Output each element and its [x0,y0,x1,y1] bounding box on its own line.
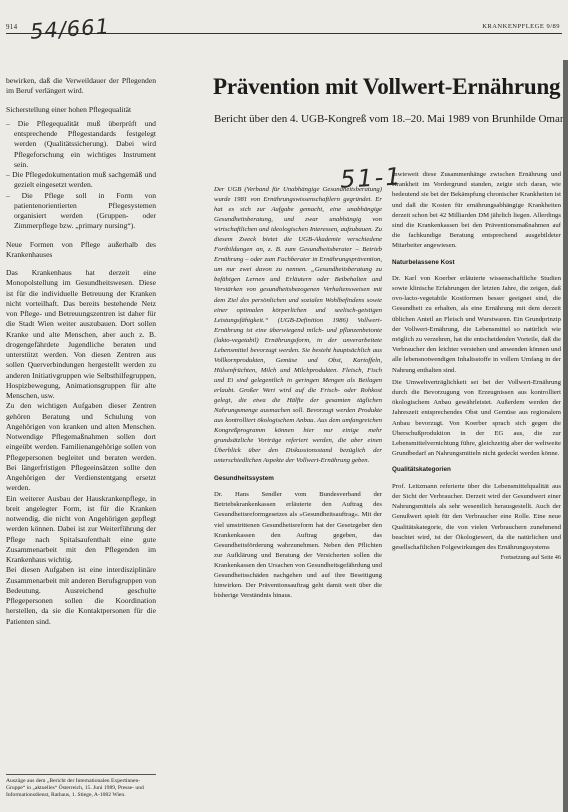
paragraph: Bei diesen Aufgaben ist eine interdisziplinäre Zusammenarbeit mit anderen Berufsgruppen von Bedeutung. Ausreichend geschulte Pflegepersonen sollen die Koordination herstellen, da sie die Kontaktpersonen für die Patienten sind. [6,565,156,626]
list-item: – Die Pflege soll in Form von patientenorientierten Pflegesystemen organisiert werden (Gruppen- oder Zimmerpflege bzw. „primary nursing“). [6,191,156,232]
article-title: Prävention mit Vollwert-Ernährung [213,74,561,99]
continued-note: Fortsetzung auf Seite 46 [500,554,561,562]
paragraph: Dr. Hans Sendler vom Bundesverband der Betriebskrankenkassen erläuterte den Auftrag des Gesundheitsreformgesetzes als »Gesundheitsauftrag«. Mit der viel umstrittenen Gesundheitsreform hat der Gesetzgeber den Krankenkassen den Auftrag gegeben, das Gesundheitsförderung wahrzunehmen. Neben den Pflichten zur Aufklärung und Beratung der Versicherten sollen die Krankenkassen den Ursachen von Gesundheitsgefährdung und Gesundheitsschäden nachgehen und auf ihre Beseitigung hinwirken. Der Präventionsauftrag geht damit weit über die bisherige Verständnis hinaus. [214,491,382,599]
paragraph: Ein weiterer Ausbau der Hauskrankenpflege, in breit angelegter Form, ist für die Kranken notwendig, die nicht von Angehörigen gepflegt werden können. Dabei ist zur Weiterführung der Pflege nach Spitalsaufenthalt eine gute Zusammenarbeit mit den Pflegenden im Krankenhaus wichtig. [6,493,156,564]
intro-text: Der UGB (Verband für Unabhängige Gesundheitsberatung) wurde 1981 von Ernährungswissenschaftlern gegründet. Er hat es sich zur Aufgabe gemacht, eine unabhängige Gesundheitsberatung, und zwar unabhängig von wirtschaftlichen und ideologischen Interessen, aufzubauen. Zu diesem Zweck bietet die UGB-Akademie verschiedene Fortbildungen an, z. B. zum Gesundheitsberater – Betrieb Ernährung – oder zum Fachberater in Ernährungsprävention, um nur zwei davon zu nennen. „Gesundheitsberatung zu befähigen Lernen und Erläutern oder Beibehalten und Verstärken von gesundheitsbezogenen Verhaltensweisen mit dem Ziel des persönlichen und sozialen Wohlbefindens sowie einer optimalen körperlichen und seelisch-geistigen Leistungsfähigkeit.“ (UGB-Definition 1986) Vollwert-Ernährung ist eine überwiegend milch- und pflanzenbetonte (lakto-vegetabil) Ernährungsform, in der unverarbeitete Lebensmittel bevorzugt werden. Sie besteht hauptsächlich aus Vollkornprodukten, Gemüse und Obst, Kartoffeln, Hülsenfrüchten, Milch und Milchprodukten. Fleisch, Fisch und Ei sind gelegentlich in geringen Mengen als Beilagen erlaubt. Großer Wert wird auf die Frisch- oder Rohkost gelegt, die etwa die Hälfte der gesamten täglichen Nahrungsmenge ausmachen soll. Bevorzugt werden Produkte aus kontrolliert ökologischem Anbau. Aus dem umfangreichen Kongreßprogramm können hier nur einige mehr grundsätzliche Vorträge referiert werden, die aber einen Überblick über den Diskussionsstand bezüglich der unterschiedlichen Aspekte der Vollwert-Ernährung geben. [214,186,382,465]
handwritten-archive-number: 54/661 [29,14,111,44]
paragraph: bewirken, daß die Verweildauer der Pflegenden im Beruf verlängert wird. [6,76,156,96]
article-subtitle: Bericht über den 4. UGB-Kongreß vom 18.–20. Mai 1989 von Brunhilde Omar [214,113,564,125]
page-number: 914 [6,23,18,31]
paragraph: Das Krankenhaus hat derzeit eine Monopolstellung im Gesundheitswesen. Diese ist für die individuelle Betreuung der Kranken nicht vorteilhaft. Das bereits bestehende Netz von Pflege- und Betreuungszentren ist daher für die Stadt Wien weiter auszubauen. Dort sollen Kranke und alte Menschen, aber auch z. B. drogengefährdete Jugendliche beraten und unterstützt werden. Von diesen Zentren aus sollen Querverbindungen hergestellt werden zu anderen Initiativgruppen wie Selbsthilfegruppen, Hospizbewegung, Animationsgruppen für alte Menschen, usw. [6,268,156,400]
section-heading: Qualitätskategorien [392,466,451,474]
subheading: Sicherstellung einer hohen Pflegequalität [6,104,132,114]
right-column [392,170,561,563]
section-heading: Naturbelassene Kost [392,258,455,266]
paragraph: Dr. Karl von Koerber erläuterte wissenschaftliche Studien sowie klinische Erfahrungen der letzten Jahre, die zeigen, daß ovo-lacto-vegetabile Kostformen besser geeignet sind, die Gesundheit zu erhalten, als eine Ernährung mit dem derzeit üblichen Anteil an Fleisch und Wurstwaren. Ein Grundprinzip der Vollwert-Ernährung, die Lebensmittel so natürlich wie möglich zu verzehren, hat die entscheidenden Vorteile, daß die Verbraucher den leichter verstehen und anwenden können und alle lebensnotwendigen Inhaltsstoffe in vollem Umfang in der Nahrung enthalten sind. [392,274,561,374]
middle-column [214,185,382,607]
paragraph: Zu den wichtigen Aufgaben dieser Zentren gehören Beratung und Schulung von Angehörigen von kranken und alten Menschen. Notwendige Pflegemaßnahmen sollen dort eingeübt werden. Familienangehörige sollen von Pflegepersonen begleitet und beraten werden. Bei längerfristigen Pflegeeinsätzen sollte den Angehörigen der Verdienstentgang ersetzt werden. [6,401,156,493]
list-item: – Die Pflegedokumentation muß sachgemäß und gezielt eingesetzt werden. [6,170,156,191]
bullet-list [6,119,156,232]
section-heading: Gesundheitssystem [214,475,274,483]
paragraph: Inwieweit diese Zusammenhänge zwischen Ernährung und Krankheit im Vordergrund standen, zeigte sich daran, wie bedeutend sie bei der Bekämpfung chronischer Krankheiten ist und daß die Kosten für ernährungsabhängige Krankheiten derzeit schon bei 42 Milliarden DM jährlich liegen. Allerdings sind die Krankenkassen bei den Präventionsmaßnahmen auf die fachkundige Beratung entsprechend ausgebildeter Mitarbeiter angewiesen. [392,171,561,250]
magazine-running-head: KRANKENPFLEGE 9/89 [482,23,560,30]
footnote: Auszüge aus dem „Bericht der Internationalen Expertinnen-Gruppe“ in „aktuelles“ Österreich, 15. Juni 1989, Presse- und Informationsdienst, Rathaus, 1. Stiege, A-1082 Wien. [6,774,156,799]
handwritten-annotation: 51-1 [339,162,404,194]
left-column [6,76,156,635]
paragraph: Prof. Leitzmann referierte über die Lebensmittelqualität aus der Sicht der Verbraucher. Derzeit wird der Gesundwert einer Nahrungsmittels als sehr wesentlich herausgestellt. Auch der Genußwert spielt für den Verbraucher eine Rolle. Eine neue Qualitätskategorie, die von vielen Verbrauchern zunehmend beachtet wird, ist der Ökologiewert, da die natürlichen und gesellschaftlichen Folgewirkungen des Ernährungssystems [392,482,561,551]
scan-edge [563,60,568,812]
subheading: Neue Formen von Pflege außerhalb des Krankenhauses [6,239,156,259]
paragraph: Die Umweltverträglichkeit sei bei der Vollwert-Ernährung durch die Bevorzugung von Erzeugnissen aus kontrolliert ökologischem Anbau gewährleistet. Außerdem werden der Jahreszeit entsprechendes Obst und Gemüse aus regionalem Anbau bevorzugt. Von Koerber sprach sich gegen die Überschußproduktion in der EG aus, die zur Lebensmittelvernichtung führe, gleichzeitig aber der weltweite Grundbedarf an Nahrungsmitteln nicht gedeckt werden könne. [392,378,561,458]
list-item: – Die Pflegequalität muß überprüft und entsprechende Pflegestandards festgelegt werden (Qualitätssicherung). Dabei wird Pflegeforschung ein wichtiges Instrument sein. [6,119,156,170]
